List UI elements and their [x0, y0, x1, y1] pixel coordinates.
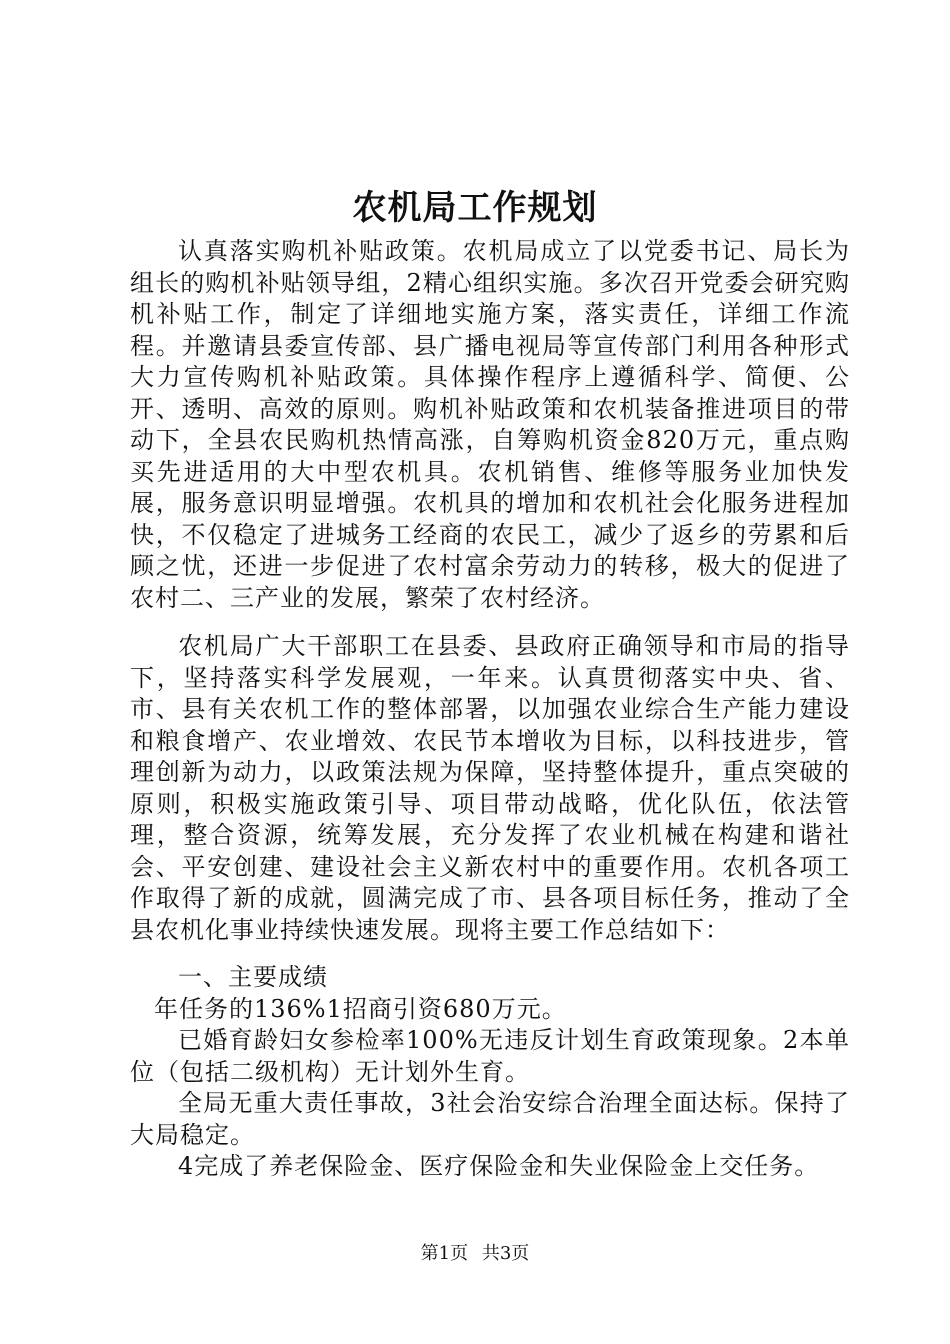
page-total: 共3页	[481, 1243, 530, 1264]
list-item: 全局无重大责任事故，3社会治安综合治理全面达标。保持了大局稳定。	[130, 1089, 850, 1149]
document-title: 农机局工作规划	[352, 188, 598, 228]
page-number: 第1页	[420, 1243, 469, 1264]
paragraph-2: 农机局广大干部职工在县委、县政府正确领导和市局的指导下，坚持落实科学发展观，一年来。认真贯彻落实中央、省、市、县有关农机工作的整体部署，以加强农业综合生产能力建设和粮食增产、农业增效、农民节本增收为目标，以科技进步，管理创新为动力，以政策法规为保障，坚持整体提升，重点突破的原则，积极实施政策引导、项目带动战略，优化队伍，依法管理，整合资源，统筹发展，充分发挥了农业机械在构建和谐社会、平安创建、建设社会主义新农村中的重要作用。农机各项工作取得了新的成就，圆满完成了市、县各项目标任务，推动了全县农机化事业持续快速发展。现将主要工作总结如下：	[130, 632, 850, 944]
list-item: 已婚育龄妇女参检率100%无违反计划生育政策现象。2本单位（包括二级机构）无计划外生育。	[130, 1026, 850, 1086]
list-item: 年任务的136%1招商引资680万元。	[154, 994, 567, 1023]
page-footer	[0, 1242, 950, 1266]
section-heading: 一、主要成绩	[178, 963, 328, 991]
paragraph-2-block	[130, 631, 850, 946]
paragraph-1-block	[130, 236, 850, 614]
achievements-section	[130, 962, 850, 1183]
list-item: 4完成了养老保险金、医疗保险金和失业保险金上交任务。	[178, 1152, 820, 1180]
paragraph-1: 认真落实购机补贴政策。农机局成立了以党委书记、局长为组长的购机补贴领导组，2精心组织实施。多次召开党委会研究购机补贴工作，制定了详细地实施方案，落实责任，详细工作流程。并邀请县委宣传部、县广播电视局等宣传部门利用各种形式大力宣传购机补贴政策。具体操作程序上遵循科学、简便、公开、透明、高效的原则。购机补贴政策和农机装备推进项目的带动下，全县农民购机热情高涨，自筹购机资金820万元，重点购买先进适用的大中型农机具。农机销售、维修等服务业加快发展，服务意识明显增强。农机具的增加和农机社会化服务进程加快，不仅稳定了进城务工经商的农民工，减少了返乡的劳累和后顾之忧，还进一步促进了农村富余劳动力的转移，极大的促进了农村二、三产业的发展，繁荣了农村经济。	[130, 237, 850, 612]
